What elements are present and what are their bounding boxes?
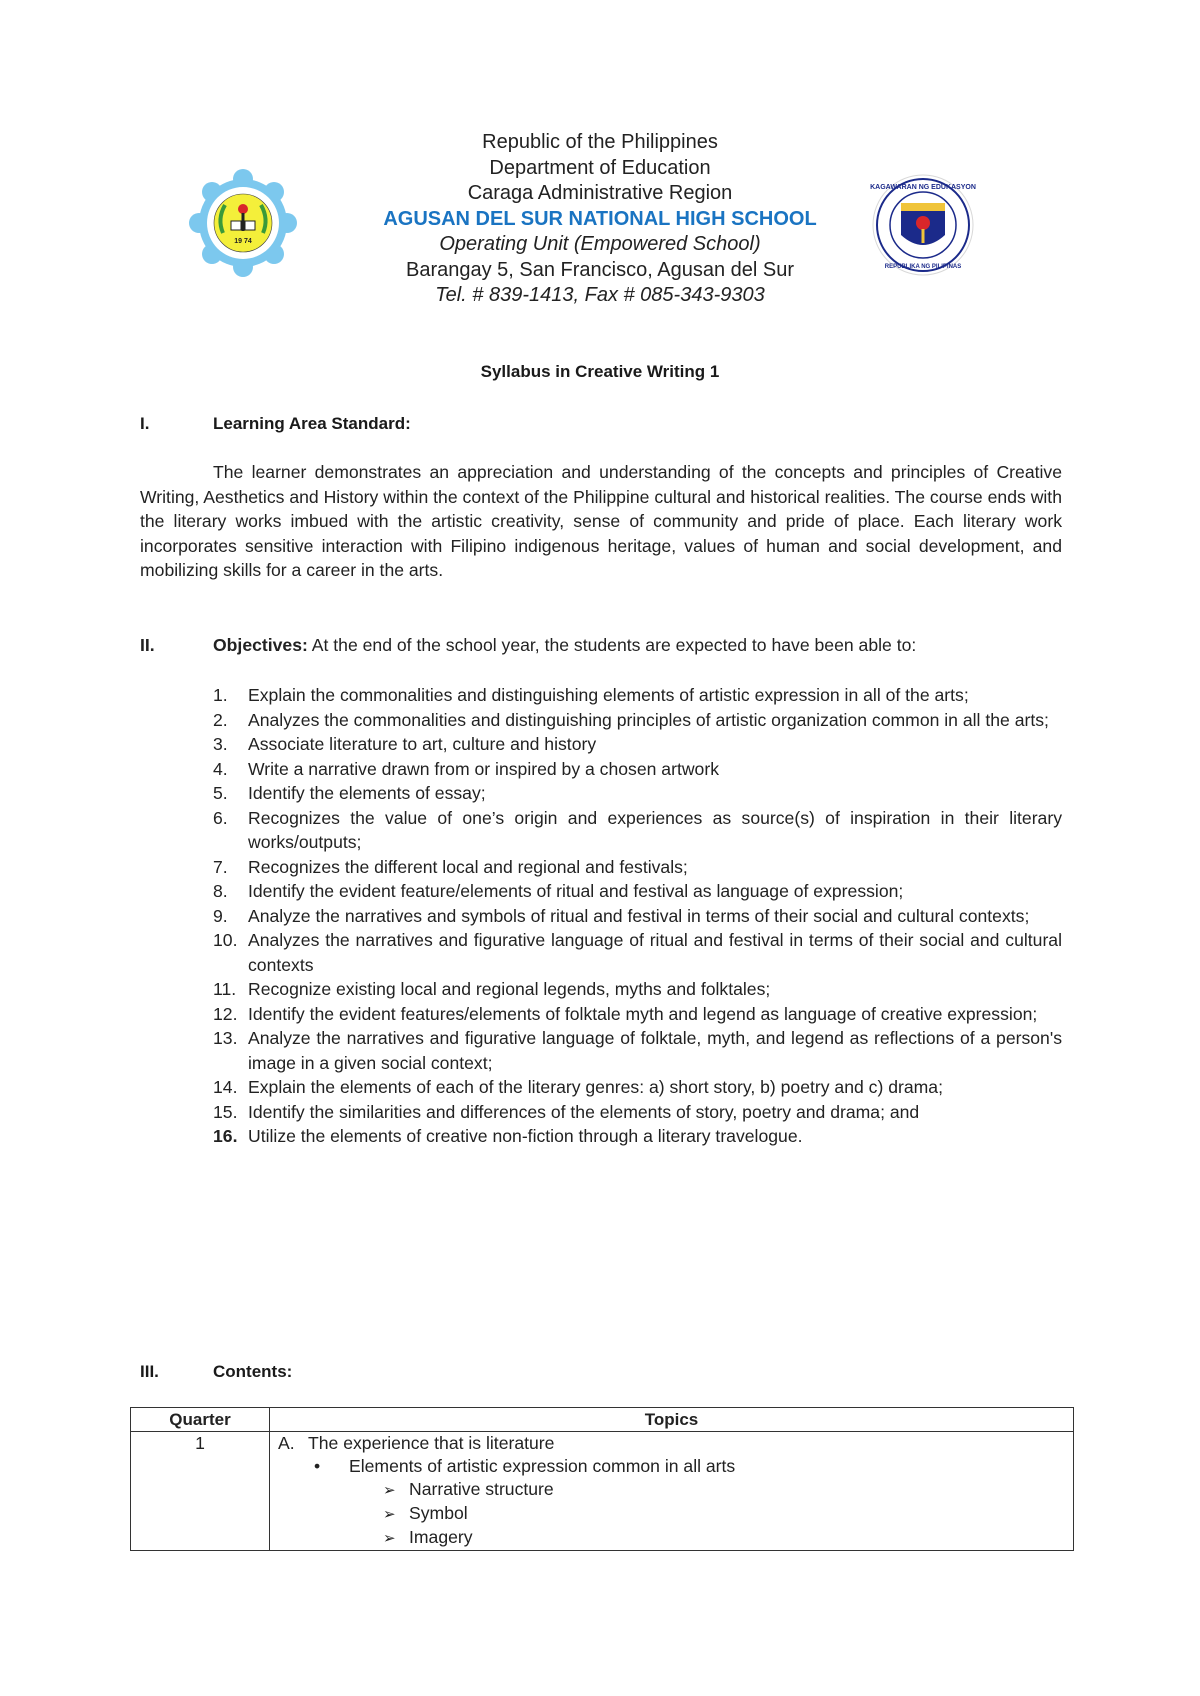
section-number: I. <box>140 414 150 433</box>
topics-cell <box>270 1432 1074 1551</box>
arrow-bullet-icon: ➢ <box>383 1530 396 1547</box>
section-title: Learning Area Standard: <box>213 414 411 433</box>
list-item: 16. Utilize the elements of creative non-fiction through a literary travelogue. <box>213 1126 803 1146</box>
topic-bullet-item: • Elements of artistic expression common in all arts <box>314 1456 736 1476</box>
list-item: 11. Recognize existing local and regional legends, myths and folktales; <box>213 979 771 999</box>
contents-table <box>130 1407 1074 1551</box>
list-item: 5. Identify the elements of essay; <box>213 783 486 803</box>
section-title: Contents: <box>213 1362 293 1381</box>
letterhead <box>0 130 1200 309</box>
header-department: Department of Education <box>489 156 711 179</box>
school-address: Barangay 5, San Francisco, Agusan del Sur <box>405 258 794 281</box>
list-item: 8. Identify the evident feature/elements of ritual and festival as language of expression; <box>213 881 904 901</box>
objectives-intro: At the end of the school year, the students are expected to have been able to: <box>311 635 917 655</box>
list-item: 6. Recognizes the value of one’s origin and experiences as source(s) of inspiration in their literary works/outputs; <box>213 807 1062 852</box>
section-learning-area-heading <box>140 414 411 434</box>
arrow-bullet-icon: ➢ <box>383 1506 396 1523</box>
topic-sub-item: ➢ Narrative structure <box>276 1478 1067 1502</box>
topic-heading: A. The experience that is literature <box>278 1433 555 1453</box>
list-item: 7. Recognizes the different local and regional and festivals; <box>213 856 688 877</box>
learning-area-body <box>140 460 1062 583</box>
column-header-topics: Topics <box>270 1408 1074 1432</box>
objectives-list <box>213 683 1062 1149</box>
svg-text:KAGAWARAN NG EDUKASYON: KAGAWARAN NG EDUKASYON <box>870 184 976 191</box>
list-item: 13. Analyze the narratives and figurative language of folktale, myth, and legend as reflections of a person's image in a given social context; <box>213 1028 1062 1073</box>
list-item: 15. Identify the similarities and differences of the elements of story, poetry and drama; and <box>213 1101 920 1122</box>
list-item: 1. Explain the commonalities and distinguishing elements of artistic expression in all of the arts; <box>213 685 969 705</box>
section-number: II. <box>140 635 155 655</box>
header-region: Caraga Administrative Region <box>467 182 733 204</box>
header-republic: Republic of the Philippines <box>482 131 718 153</box>
table-row <box>131 1432 1074 1551</box>
bullet-icon: • <box>314 1456 321 1476</box>
svg-text:19 74: 19 74 <box>234 238 252 245</box>
list-item: 10. Analyzes the narratives and figurative language of ritual and festival in terms of their social and cultural contexts <box>213 930 1062 975</box>
topic-sub-item: ➢ Symbol <box>276 1502 1067 1526</box>
learning-area-text: The learner demonstrates an appreciation and understanding of the concepts and principles of Creative Writing, Aesthetics and History within the context of the Philippine cultural and historical realities. The course ends with the literary works imbued with the artistic creativity, sense of community and pride of place. Each literary work incorporates sensitive interaction with Filipino indigenous heritage, values of human and social development, and mobilizing skills for a career in the arts. <box>140 462 1062 580</box>
svg-text:REPUBLIKA NG PILIPINAS: REPUBLIKA NG PILIPINAS <box>884 264 962 270</box>
arrow-bullet-icon: ➢ <box>383 1482 396 1499</box>
document-title: Syllabus in Creative Writing 1 <box>480 362 720 381</box>
topic-sub-item: ➢ Imagery <box>276 1526 1067 1550</box>
section-contents-heading <box>140 1362 292 1382</box>
operating-unit: Operating Unit (Empowered School) <box>439 233 761 255</box>
list-item: 4. Write a narrative drawn from or inspired by a chosen artwork <box>213 758 719 779</box>
section-title: Objectives: <box>213 635 308 655</box>
table-header-row <box>131 1408 1074 1432</box>
list-item: 14. Explain the elements of each of the literary genres: a) short story, b) poetry and c) drama; <box>213 1077 943 1097</box>
quarter-cell: 1 <box>131 1432 270 1551</box>
list-item: 3. Associate literature to art, culture and history <box>213 734 597 754</box>
section-objectives <box>140 633 1062 658</box>
school-contact: Tel. # 839-1413, Fax # 085-343-9303 <box>435 284 765 306</box>
list-item: 9. Analyze the narratives and symbols of ritual and festival in terms of their social and cultural contexts; <box>213 905 1030 926</box>
list-item: 12. Identify the evident features/elements of folktale myth and legend as language of creative expression; <box>213 1003 1038 1024</box>
school-name: AGUSAN DEL SUR NATIONAL HIGH SCHOOL <box>383 207 817 230</box>
column-header-quarter: Quarter <box>131 1408 270 1432</box>
section-number: III. <box>140 1362 159 1381</box>
list-item: 2. Analyzes the commonalities and distinguishing principles of artistic organization common in all the arts; <box>213 709 1049 730</box>
